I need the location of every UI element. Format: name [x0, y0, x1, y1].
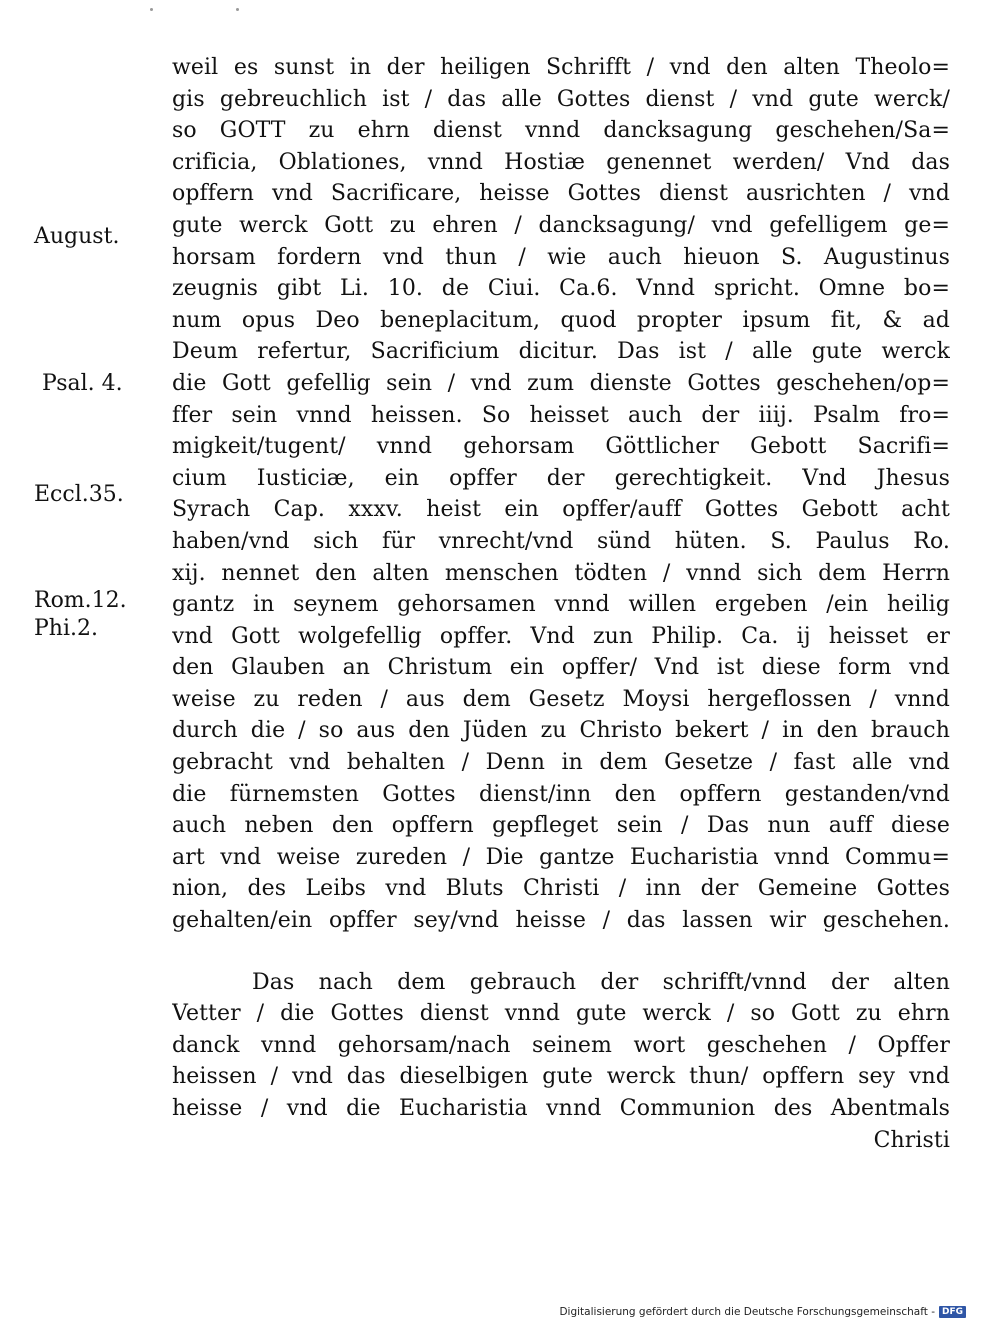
margin-note-august: August.: [34, 224, 120, 249]
margin-note-psalm: Psal. 4.: [42, 371, 123, 396]
catchword: Christi: [873, 1127, 950, 1153]
text-line: cium Iusticiæ, ein opffer der gerechtigkeit. Vnd Jhesus: [172, 465, 950, 491]
text-line: horsam fordern vnd thun / wie auch hieuon S. Augustinus: [172, 244, 950, 270]
text-line: zeugnis gibt Li. 10. de Ciui. Ca.6. Vnnd spricht. Omne bo=: [172, 276, 950, 302]
text-line: haben/vnd sich für vnrecht/vnd sünd hüten. S. Paulus Ro.: [172, 528, 950, 554]
main-text-block: [172, 52, 950, 1156]
margin-note-philippians: Phi.2.: [34, 616, 98, 641]
text-line: auch neben den opffern gepfleget sein / Das nun auff diese: [172, 813, 950, 839]
text-line: num opus Deo beneplacitum, quod propter ipsum fit, & ad: [172, 307, 950, 333]
text-line: so GOTT zu ehrn dienst vnnd dancksagung geschehen/Sa=: [172, 118, 950, 144]
text-line: crificia, Oblationes, vnnd Hostiæ genennet werden/ Vnd das: [172, 149, 950, 175]
scan-mark: [150, 8, 153, 11]
text-line: die fürnemsten Gottes dienst/inn den opffern gestanden/vnd: [172, 781, 950, 807]
text-line: gehalten/ein opffer sey/vnd heisse / das lassen wir geschehen.: [172, 908, 950, 934]
text-line: heissen / vnd das dieselbigen gute werck thun/ opffern sey vnd: [172, 1064, 950, 1090]
margin-note-romans: Rom.12.: [34, 588, 127, 613]
text-line: gantz in seynem gehorsamen vnnd willen ergeben /ein heilig: [172, 592, 950, 618]
text-line: gis gebreuchlich ist / das alle Gottes dienst / vnd gute werck/: [172, 86, 950, 112]
text-line: Syrach Cap. xxxv. heist ein opffer/auff Gottes Gebott acht: [172, 497, 950, 523]
text-line: ffer sein vnnd heissen. So heisset auch der iiij. Psalm fro=: [172, 402, 950, 428]
funding-footer: [559, 1304, 966, 1320]
scan-mark: [236, 8, 239, 11]
text-line: den Glauben an Christum ein opffer/ Vnd ist diese form vnd: [172, 655, 950, 681]
paragraph-1: [172, 52, 950, 937]
text-line: weil es sunst in der heiligen Schrifft / vnd den alten Theolo=: [172, 55, 950, 80]
text-line: art vnd weise zureden / Die gantze Eucharistia vnnd Commu=: [172, 844, 950, 870]
margin-note-ecclesiasticus: Eccl.35.: [34, 482, 124, 507]
dfg-logo-icon: DFG: [939, 1306, 966, 1318]
text-line: opffern vnd Sacrificare, heisse Gottes dienst ausrichten / vnd: [172, 181, 950, 207]
text-line: vnd Gott wolgefellig opffer. Vnd zun Philip. Ca. ij heisset er: [172, 623, 950, 649]
text-line: nion, des Leibs vnd Bluts Christi / inn der Gemeine Gottes: [172, 876, 950, 902]
text-line: weise zu reden / aus dem Gesetz Moysi hergeflossen / vnnd: [172, 686, 950, 712]
text-line: durch die / so aus den Jüden zu Christo bekert / in den brauch: [172, 718, 950, 744]
text-line: migkeit/tugent/ vnnd gehorsam Göttlicher Gebott Sacrifi=: [172, 434, 950, 460]
footer-text: Digitalisierung gefördert durch die Deutsche Forschungsgemeinschaft -: [559, 1306, 935, 1318]
paragraph-2: [172, 967, 950, 1157]
text-line: xij. nennet den alten menschen tödten / vnnd sich dem Herrn: [172, 560, 950, 586]
text-line: Vetter / die Gottes dienst vnnd gute werck / so Gott zu ehrn: [172, 1001, 950, 1027]
text-line: gebracht vnd behalten / Denn in dem Gesetze / fast alle vnd: [172, 750, 950, 776]
text-line: heisse / vnd die Eucharistia vnnd Communion des Abentmals: [172, 1096, 950, 1121]
text-line: gute werck Gott zu ehren / dancksagung/ vnd gefelligem ge=: [172, 212, 950, 238]
text-line: die Gott gefellig sein / vnd zum dienste Gottes geschehen/op=: [172, 370, 950, 396]
text-line: Deum refertur, Sacrificium dicitur. Das ist / alle gute werck: [172, 339, 950, 365]
paragraph-gap: [172, 937, 950, 967]
text-line: danck vnnd gehorsam/nach seinem wort geschehen / Opffer: [172, 1032, 950, 1058]
text-line: Das nach dem gebrauch der schrifft/vnnd der alten: [252, 969, 950, 995]
